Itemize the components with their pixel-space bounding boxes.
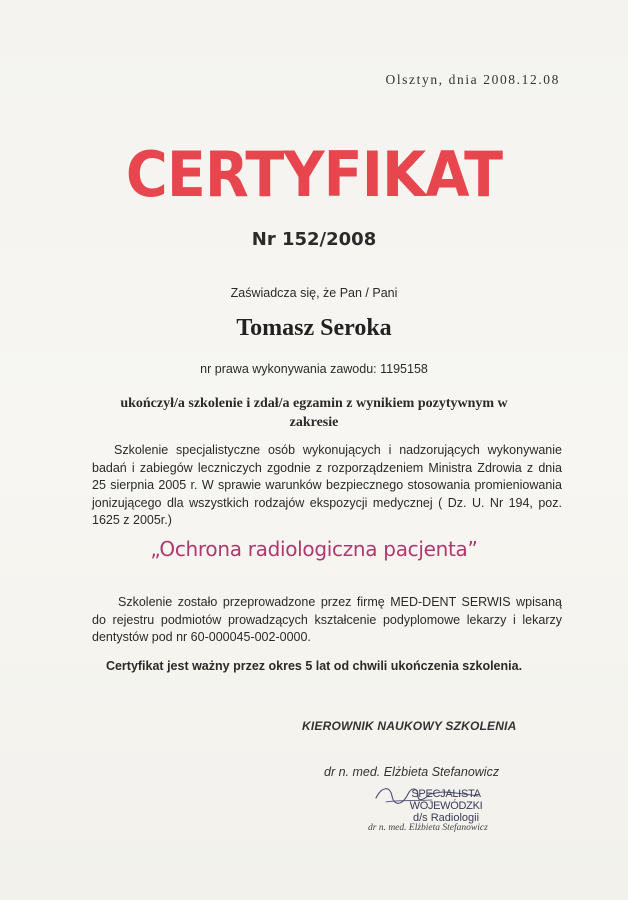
- training-description: Szkolenie specjalistyczne osób wykonujących i nadzorujących wykonywanie badań i zabiegów leczniczych zgodnie z rozporządzeniem Ministra Zdrowia z dnia 25 sierpnia 2005 r. W sprawie warunków bezpiecznego stosowania promieniowania jonizującego dla wszystkich rodzajów ekspozycji medycznej ( Dz. U. Nr 194, poz. 1625 z 2005r.): [92, 443, 562, 527]
- signatory-role: KIEROWNIK NAUKOWY SZKOLENIA: [302, 719, 517, 733]
- recipient-name: Tomasz Seroka: [236, 315, 392, 341]
- completion-statement: ukończył/a szkolenie i zdał/a egzamin z wynikiem pozytywnym w zakresie: [120, 396, 508, 430]
- certifies-text: Zaświadcza się, że Pan / Pani: [230, 286, 398, 300]
- place-date: Olsztyn, dnia 2008.12.08: [385, 72, 560, 87]
- signatory-name: dr n. med. Elżbieta Stefanowicz: [324, 765, 500, 779]
- certificate-title: CERTYFIKAT: [125, 138, 503, 211]
- stamp-name: dr n. med. Elżbieta Stefanowicz: [368, 823, 488, 833]
- license-number: nr prawa wykonywania zawodu: 1195158: [200, 362, 428, 376]
- course-name: „Ochrona radiologiczna pacjenta”: [150, 537, 478, 561]
- stamp-subtitle: d/s Radiologii: [412, 812, 480, 824]
- certificate-number: Nr 152/2008: [251, 229, 377, 250]
- validity-statement: Certyfikat jest ważny przez okres 5 lat od chwili ukończenia szkolenia.: [105, 659, 523, 673]
- stamp-title: SPECJALISTA WOJEWÓDZKI: [409, 788, 483, 812]
- organizer-statement: Szkolenie zostało przeprowadzone przez firmę MED-DENT SERWIS wpisaną do rejestru podmiotów prowadzących kształcenie podyplomowe lekarzy i lekarzy dentystów pod nr 60-000045-002-0000.: [92, 595, 562, 644]
- official-stamp: [376, 788, 516, 824]
